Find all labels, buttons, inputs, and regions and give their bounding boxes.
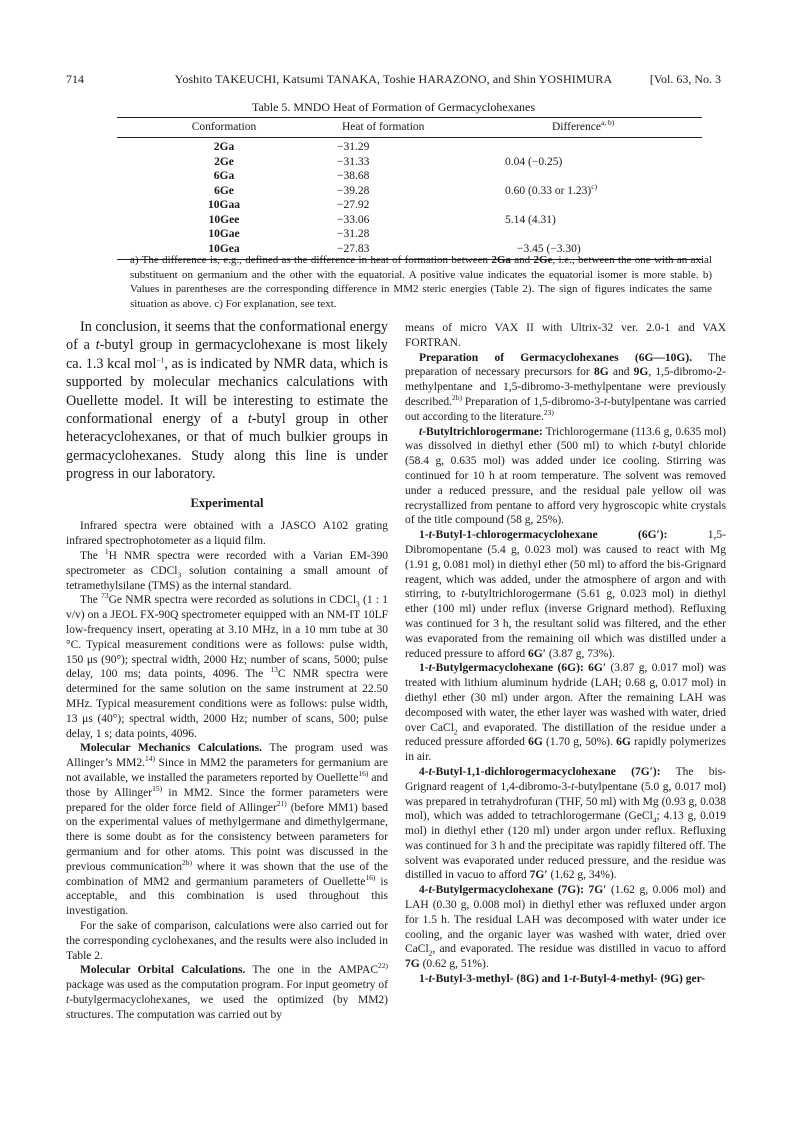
section-heading-experimental: Experimental xyxy=(190,495,264,510)
table-row: 10Gae −31.28 xyxy=(208,228,370,240)
preparation-paragraph: Preparation of Germacyclohexanes (6G—10G). The preparation of necessary precursors for 8G and 9G, 1,5-dibromo-2-methylpentane and 1,5-dibromo-3-methylpentane were previously described.$^{2b)}$ Preparation of 1,5-dibromo-3-t-butylpentane was carried out according to the literature.$^{23)}$ xyxy=(405,351,727,423)
heat-of-formation-table xyxy=(117,117,702,260)
conclusion-paragraph: In conclusion, it seems that the conformational energy of a t-butyl group in germacyclohexane is most likely ca. 1.3 kcal mol$^{-1}$, as is indicated by NMR data, which is supported by molecular mechanics calculations with Ouellette model. It will be interesting to estimate the conformational energy of a t-butyl group in other heteracyclohexanes, or that of much bulkier groups in germacyclohexanes. Study along this line is under progress in our laboratory. xyxy=(66,319,389,483)
table-row: 2Ge −31.33 0.04 (−0.25) xyxy=(214,155,563,168)
compound-8g-9g-heading: 1-t-Butyl-3-methyl- (8G) and 1-t-Butyl-4-methyl- (9G) ger- xyxy=(419,973,706,986)
compound-7g-prime-paragraph: 4-t-Butyl-1,1-dichlorogermacyclohexane (7G′): The bis-Grignard reagent of 1,4-dibromo-3-t-butylpentane (5.0 g, 0.017 mol) was prepared in tetrahydrofuran (THF, 50 ml) with Mg (0.93 g, 0.038 mol), which was added to tetrachlorogermane (GeCl$_4$; 4.13 g, 0.019 mol) in diethyl ether (120 ml) under argon under reflux. Refluxing was continued for 3 h and the precipitate was rapidly filtered off. The solvent was evaporated under reduced pressure, and the residue was distilled in vacuo to afford 7G′ (1.62 g, 34%). xyxy=(405,765,727,882)
page-number: 714 xyxy=(66,72,84,86)
compound-7g-paragraph: 4-t-Butylgermacyclohexane (7G): 7G′ (1.62 g, 0.006 mol) and LAH (0.30 g, 0.008 mol) in diethyl ether was refluxed under argon for 1.5 h. The residual LAH was decomposed with water under ice cooling, and the organic layer was washed with water, dried over CaCl$_2$, and evaporated. The residue was distilled in vacuo to afford 7G (0.62 g, 51%). xyxy=(405,884,726,971)
running-header xyxy=(66,72,721,88)
right-column xyxy=(405,321,726,987)
comparison-paragraph: For the sake of comparison, calculations were also carried out for the corresponding cyclohexanes, and the results were also included in Table 2. xyxy=(66,919,388,962)
table-row: 10Gee −33.06 5.14 (4.31) xyxy=(208,213,556,226)
table-footnote: a) The difference is, e.g., defined as the difference in heat of formation between 2Ga and 2Ge, i.e., between the one with an axial substituent on germanium and the other with the equatorial. A positive value indicates the equatorial isomer is more stable. b) Values in parentheses are the corresponding difference in MM2 steric energies (Table 2). The sign of figures indicates the same situation as above. c) For explanation, see text. xyxy=(130,254,712,310)
molecular-orbital-paragraph: Molecular Orbital Calculations. The one in the AMPAC$^{22)}$ package was used as the computation program. For input geometry of t-butylgermacyclohexanes, we used the optimized (by MM2) structures. The computation was carried out by xyxy=(66,961,388,1021)
table-header-row xyxy=(117,118,702,137)
ir-paragraph: Infrared spectra were obtained with a JASCO A102 grating infrared spectrophotometer as a liquid film. xyxy=(66,520,388,548)
table-row: 10Gea −27.83 −3.45 (−3.30) xyxy=(208,242,581,255)
left-column xyxy=(66,318,388,1023)
table-caption: Table 5. MNDO Heat of Formation of Germacyclohexanes xyxy=(251,100,536,114)
table-row: 10Gaa −27.92 xyxy=(208,199,370,211)
journal-volume: [Vol. 63, No. 3 xyxy=(649,72,721,86)
table-row: 6Ge −39.28 0.60 (0.33 or 1.23)$^{c)}$ xyxy=(214,181,598,197)
author-line: Yoshito TAKEUCHI, Katsumi TANAKA, Toshie HARAZONO, and Shin YOSHIMURA xyxy=(174,72,613,86)
table-row: 2Ga −31.29 xyxy=(213,141,370,153)
genmr-paragraph: The $^{73}$Ge NMR spectra were recorded as solutions in CDCl$_3$ (1 : 1 v/v) on a JEOL FX-90Q spectrometer equipped with an NM-IT 10LF low-frequency insert, operating at 3.10 MHz, in a 10 mm tube at 30 °C. Typical measurement conditions were as follows: pulse width, 150 μs (90°); spectral width, 2000 Hz; number of scans, 5000; pulse delay, 100 ms; data points, 4096. The $^{13}$C NMR spectra were determined for the same solution on the same instrument at 22.50 MHz. Typical measurement conditions were as follows: pulse width, 13 μs (40°); spectral width, 2000 Hz; number of scans, 500; pulse delay, 1 s; data points, 4096. xyxy=(66,591,388,740)
column-header-conformation: Conformation xyxy=(191,121,257,133)
compound-6g-prime-paragraph: 1-t-Butyl-1-chlorogermacyclohexane (6G′): 1,5-Dibromopentane (5.4 g, 0.023 mol) was caused to react with Mg (1.91 g, 0.081 mol) in diethyl ether (50 ml) to afford the bis-Grignard reagent, which was added, under the atmosphere of argon and with stirring, to t-butyltrichlorogermane (5.61 g, 0.023 mol) in diethyl ether (100 ml) under reflux (inverse Grignard method). Refluxing was continued for 3 h, the resultant solid was filtered, and the ether was evaporated from the remaining oil which was distilled under a reduced pressure to afford 6G′ (3.87 g, 73%). xyxy=(405,529,727,660)
column-header-heat: Heat of formation xyxy=(342,121,425,133)
butyltrichlorogermane-paragraph: t-Butyltrichlorogermane: Trichlorogermane (113.6 g, 0.635 mol) was dissolved in diethyl ether (500 ml) to which t-butyl chloride (58.4 g, 0.635 mol) was added under ice cooling. Stirring was continued for 10 h at room temperature. The solvent was removed under a reduced pressure, and the residual pale yellow oil was recrystallized from pentane to afford very hygroscopic white crystals of the title compound (58 g, 25%). xyxy=(405,425,726,527)
hnmr-paragraph: The $^1$H NMR spectra were recorded with a Varian EM-390 spectrometer as CDCl$_3$ solution containing a small amount of tetramethylsilane (TMS) as the internal standard. xyxy=(66,547,388,592)
vax-paragraph: means of micro VAX II with Ultrix-32 ver. 2.0-1 and VAX FORTRAN. xyxy=(405,322,726,349)
molecular-mechanics-paragraph: Molecular Mechanics Calculations. The program used was Allinger’s MM2.$^{14)}$ Since in MM2 the parameters for germanium are not available, we installed the parameters reported by Ouellette$^{16)}$ and those by Allinger$^{15)}$ in MM2. Since the former parameters were prepared for the older force field of Allinger$^{21)}$ (before MM1) based on the experimental values of methylgermane and dimethylgermane, there is some doubt as for the consistency between parameters for germanium and for other atoms. This point was discussed in the previous communication$^{2b)}$ where it was shown that the use of the combination of MM2 and germanium parameters of Ouellette$^{16)}$ is acceptable, and this combination is used throughout this investigation. xyxy=(66,742,389,918)
compound-6g-paragraph: 1-t-Butylgermacyclohexane (6G): 6G′ (3.87 g, 0.017 mol) was treated with lithium aluminum hydride (LAH; 0.68 g, 0.017 mol) in diethyl ether (30 ml) under argon. After the remaining LAH was decomposed with water, the ether layer was washed with water, dried over CaCl$_2$ and evaporated. The distillation of the residue under a reduced pressure afforded 6G (1.70 g, 50%). 6G rapidly polymerizes in air. xyxy=(405,662,727,764)
column-header-difference: Difference$^{a, b)}$ xyxy=(552,118,615,133)
table-row: 6Ga −38.68 xyxy=(213,170,370,182)
